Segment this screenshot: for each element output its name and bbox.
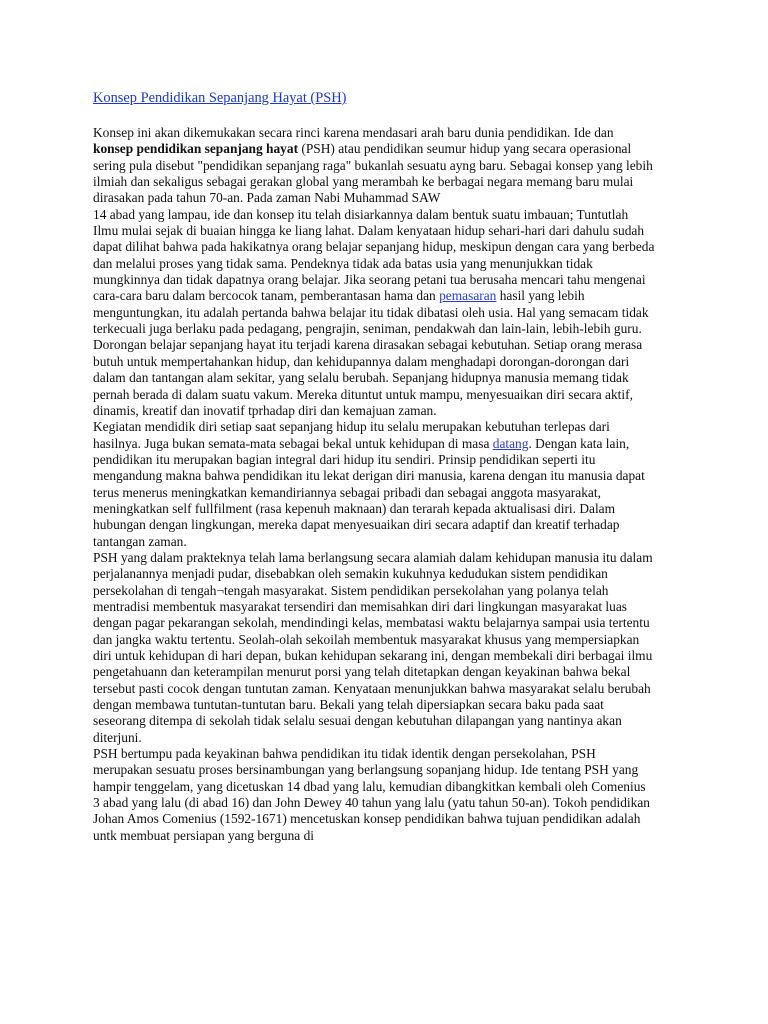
paragraph-3: [93, 419, 655, 550]
paragraph-4: [93, 550, 655, 746]
paragraph-2: [93, 207, 655, 419]
paragraph-2-text-a: 14 abad yang lampau, ide dan konsep itu telah disiarkannya dalam bentuk suatu imbauan; Tuntutlah Ilmu mulai sejak di buaian hingga ke liang lahat. Dalam kenyataan hidup sehari-hari dari dahulu sudah dapat dilihat bahwa pada hakikatnya orang belajar sepanjang hidup, meskipun dengan cara yang berbeda dan melalui proses yang tidak sama. Pendeknya tidak ada batas usia yang menunjukkan tidak mungkinnya dan tidak dapatnya orang belajar. Jika seorang petani tua berusaha mencari tahu mengenai cara-cara baru dalam bercocok tanam, pemberantasan hama dan: [93, 206, 655, 304]
paragraph-1-bold-term: konsep pendidikan sepanjang hayat: [93, 141, 299, 157]
paragraph-1: [93, 125, 655, 207]
paragraph-4-text: PSH yang dalam prakteknya telah lama berlangsung secara alamiah dalam kehidupan manusia itu dalam perjalanannya menjadi pudar, disebabkan oleh semakin kukuhnya kedudukan sistem pendidikan persekolahan di tengah¬tengah masyarakat. Sistem pendidikan persekolahan yang polanya telah mentradisi membentuk masyarakat tersendiri dan memisahkan diri dari lingkungan masyarakat luas dengan pagar pekarangan sekolah, mendindingi kelas, membatasi waktu belajarnya sampai usia tertentu dan jangka waktu tertentu. Seolah-olah sekoilah membentuk masyarakat khusus yang mempersiapkan diri untuk kehidupan di hari depan, bukan kehidupan sekarang ini, dengan membekali diri berbagai ilmu pengetahuann dan keterampilan menurut porsi yang telah ditetapkan dengan keyakinan bahwa bekal tersebut pasti cocok dengan tuntutan zaman. Kenyataan menunjukkan bahwa masyarakat selalu berubah dengan membawa tuntutan-tuntutan baru. Bekali yang telah dipersiapkan secara baku pada saat seseorang ditempa di sekolah tidak selalu sesuai dengan kebutuhan dilapangan yang nantinya akan diterjuni.: [93, 549, 653, 745]
paragraph-5-text: PSH bertumpu pada keyakinan bahwa pendidikan itu tidak identik dengan persekolahan, PSH merupakan sesuatu proses bersinambungan yang berlangsung sopanjang hidup. Ide tentang PSH yang hampir tenggelam, yang dicetuskan 14 dbad yang lalu, kemudian dibangkitkan kembali oleh Comenius 3 abad yang lalu (di abad 16) dan John Dewey 40 tahun yang lalu (yatu tahun 50-an). Tokoh pendidikan Johan Amos Comenius (1592-1671) mencetuskan konsep pendidikan bahwa tujuan pendidikan adalah untk membuat persiapan yang berguna di: [93, 746, 650, 843]
paragraph-3-text-a: Kegiatan mendidik diri setiap saat sepanjang hidup itu selalu merupakan kebutuhan terlepas dari hasilnya. Juga bukan semata-mata sebagai bekal untuk kehidupan di masa: [93, 419, 610, 451]
paragraph-1-text-b: (PSH) atau pendidikan seumur hidup yang secara operasional sering pula disebut "pendidikan sepanjang raga" bukanlah sesuatu ayng baru. Sebagai konsep yang lebih ilmiah dan sekaligus sebagai gerakan global yang merambah ke berbagai negara memang baru mulai dirasakan pada tahun 70-an. Pada zaman Nabi Muhammad SAW: [93, 141, 653, 206]
paragraph-3-text-b: . Dengan kata lain, pendidikan itu merupakan bagian integral dari hidup itu sendiri. Prinsip pendidikan seperti itu mengandung makna bahwa pendidikan itu lekat derigan diri manusia, karena dengan itu manusia dapat terus menerus meningkatkan kemandiriannya sebagai pribadi dan sebagai anggota masyarakat, meningkatkan self fullfilment (rasa kepenuh maknaan) dan terarah kepada aktualisasi diri. Dalam hubungan dengan lingkungan, mereka dapat menyesuaikan diri secara adaptif dan kreatif terhadap tantangan zaman.: [93, 435, 645, 549]
paragraph-5: [93, 746, 655, 844]
document-page: [93, 89, 655, 844]
paragraph-2-text-b: hasil yang lebih menguntungkan, itu adalah pertanda bahwa belajar itu tidak dibatasi oleh usia. Hal yang semacam tidak terkecuali juga berlaku pada pedagang, pengrajin, seniman, pendakwah dan lain-lain, lebih-lebih guru. Dorongan belajar sepanjang hayat itu terjadi karena dirasakan sebagai kebutuhan. Setiap orang merasa butuh untuk mempertahankan hidup, dan kehidupannya dalam menghadapi dorongan-dorongan dari dalam dan tantangan alam sekitar, yang selalu berubah. Sepanjang hidupnya manusia memang tidak pernah berada di dalam suatu vakum. Mereka dituntut untuk mampu, menyesuaikan diri secara aktif, dinamis, kreatif dan inovatif tprhadap diri dan kemajuan zaman.: [93, 288, 649, 418]
page-title-link[interactable]: Konsep Pendidikan Sepanjang Hayat (PSH): [93, 90, 347, 106]
datang-link[interactable]: datang: [492, 435, 529, 451]
paragraph-1-text-a: Konsep ini akan dikemukakan secara rinci karena mendasari arah baru dunia pendidikan. Ide dan: [93, 125, 614, 140]
pemasaran-link[interactable]: pemasaran: [439, 288, 497, 304]
